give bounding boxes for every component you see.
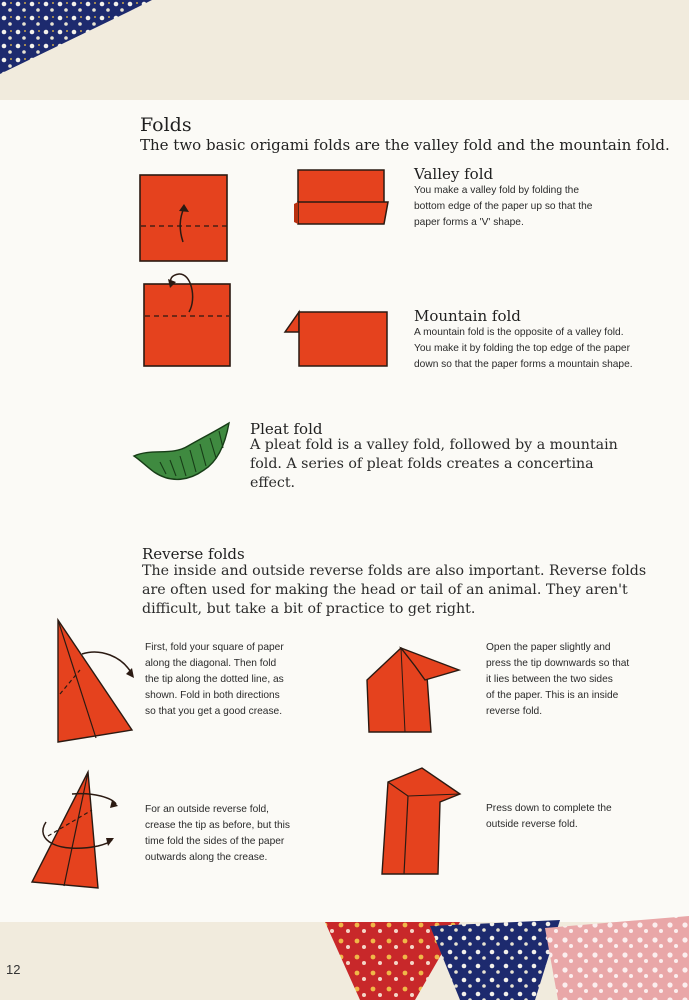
step1-line-4: shown. Fold in both directions: [145, 690, 280, 701]
step1-line-1: First, fold your square of paper: [145, 642, 284, 653]
pleat-line-3: effect.: [250, 475, 296, 491]
valley-fold-description: [414, 183, 592, 231]
reverse-intro-line-2: are often used for making the head or tail of an animal. They aren't: [142, 582, 628, 598]
step3-line-2: crease the tip as before, but this: [145, 820, 290, 831]
mountain-fold-square-diagram: [139, 268, 234, 370]
valley-fold-result-diagram: [296, 168, 391, 228]
reverse-step4-diagram: [378, 766, 464, 878]
mountain-line-2: You make it by folding the top edge of the paper: [414, 343, 630, 354]
step2-line-3: it lies between the two sides: [486, 674, 613, 685]
step4-line-1: Press down to complete the: [486, 803, 612, 814]
valley-line-3: paper forms a 'V' shape.: [414, 217, 524, 228]
mountain-fold-heading: Mountain fold: [414, 307, 521, 325]
reverse-folds-heading: Reverse folds: [142, 545, 245, 563]
mountain-line-3: down so that the paper forms a mountain shape.: [414, 359, 633, 370]
valley-fold-square-diagram: [139, 174, 229, 264]
reverse-intro-line-1: The inside and outside reverse folds are also important. Reverse folds: [142, 563, 647, 579]
pleat-line-1: A pleat fold is a valley fold, followed by a mountain: [250, 437, 618, 453]
step2-line-4: of the paper. This is an inside: [486, 690, 619, 701]
pleat-line-2: fold. A series of pleat folds creates a concertina: [250, 456, 594, 472]
mountain-line-1: A mountain fold is the opposite of a valley fold.: [414, 327, 624, 338]
step2-line-2: press the tip downwards so that: [486, 658, 630, 669]
decorative-patterned-papers-bottom: [320, 920, 689, 1000]
step3-line-3: time fold the sides of the paper: [145, 836, 285, 847]
step1-line-5: so that you get a good crease.: [145, 706, 283, 717]
valley-line-2: bottom edge of the paper up so that the: [414, 201, 593, 212]
step3-line-4: outwards along the crease.: [145, 852, 268, 863]
reverse-step1-text: [145, 640, 284, 720]
reverse-folds-intro: [142, 562, 646, 619]
pleat-fold-description: [250, 436, 618, 493]
mountain-fold-description: [414, 325, 633, 373]
page-number: 12: [6, 962, 21, 977]
valley-line-1: You make a valley fold by folding the: [414, 185, 579, 196]
step1-line-2: along the diagonal. Then fold: [145, 658, 277, 669]
reverse-intro-line-3: difficult, but take a bit of practice to get right.: [142, 601, 476, 617]
step2-line-5: reverse fold.: [486, 706, 543, 717]
decorative-navy-paper-top: [0, 0, 160, 80]
reverse-step1-diagram: [52, 618, 142, 744]
reverse-step3-diagram: [28, 770, 120, 892]
mountain-fold-result-diagram: [283, 308, 393, 370]
reverse-step3-text: [145, 802, 290, 866]
reverse-step2-text: [486, 640, 629, 720]
step3-line-1: For an outside reverse fold,: [145, 804, 270, 815]
pleat-fold-heading: Pleat fold: [250, 420, 323, 438]
reverse-step2-diagram: [365, 646, 465, 736]
step4-line-2: outside reverse fold.: [486, 819, 578, 830]
reverse-step4-text: [486, 801, 612, 833]
folds-heading: Folds: [140, 114, 192, 136]
pleat-fold-leaf-diagram: [132, 420, 232, 486]
step1-line-3: the tip along the dotted line, as: [145, 674, 284, 685]
valley-fold-heading: Valley fold: [414, 165, 494, 183]
folds-intro: The two basic origami folds are the valley fold and the mountain fold.: [140, 136, 670, 154]
step2-line-1: Open the paper slightly and: [486, 642, 611, 653]
